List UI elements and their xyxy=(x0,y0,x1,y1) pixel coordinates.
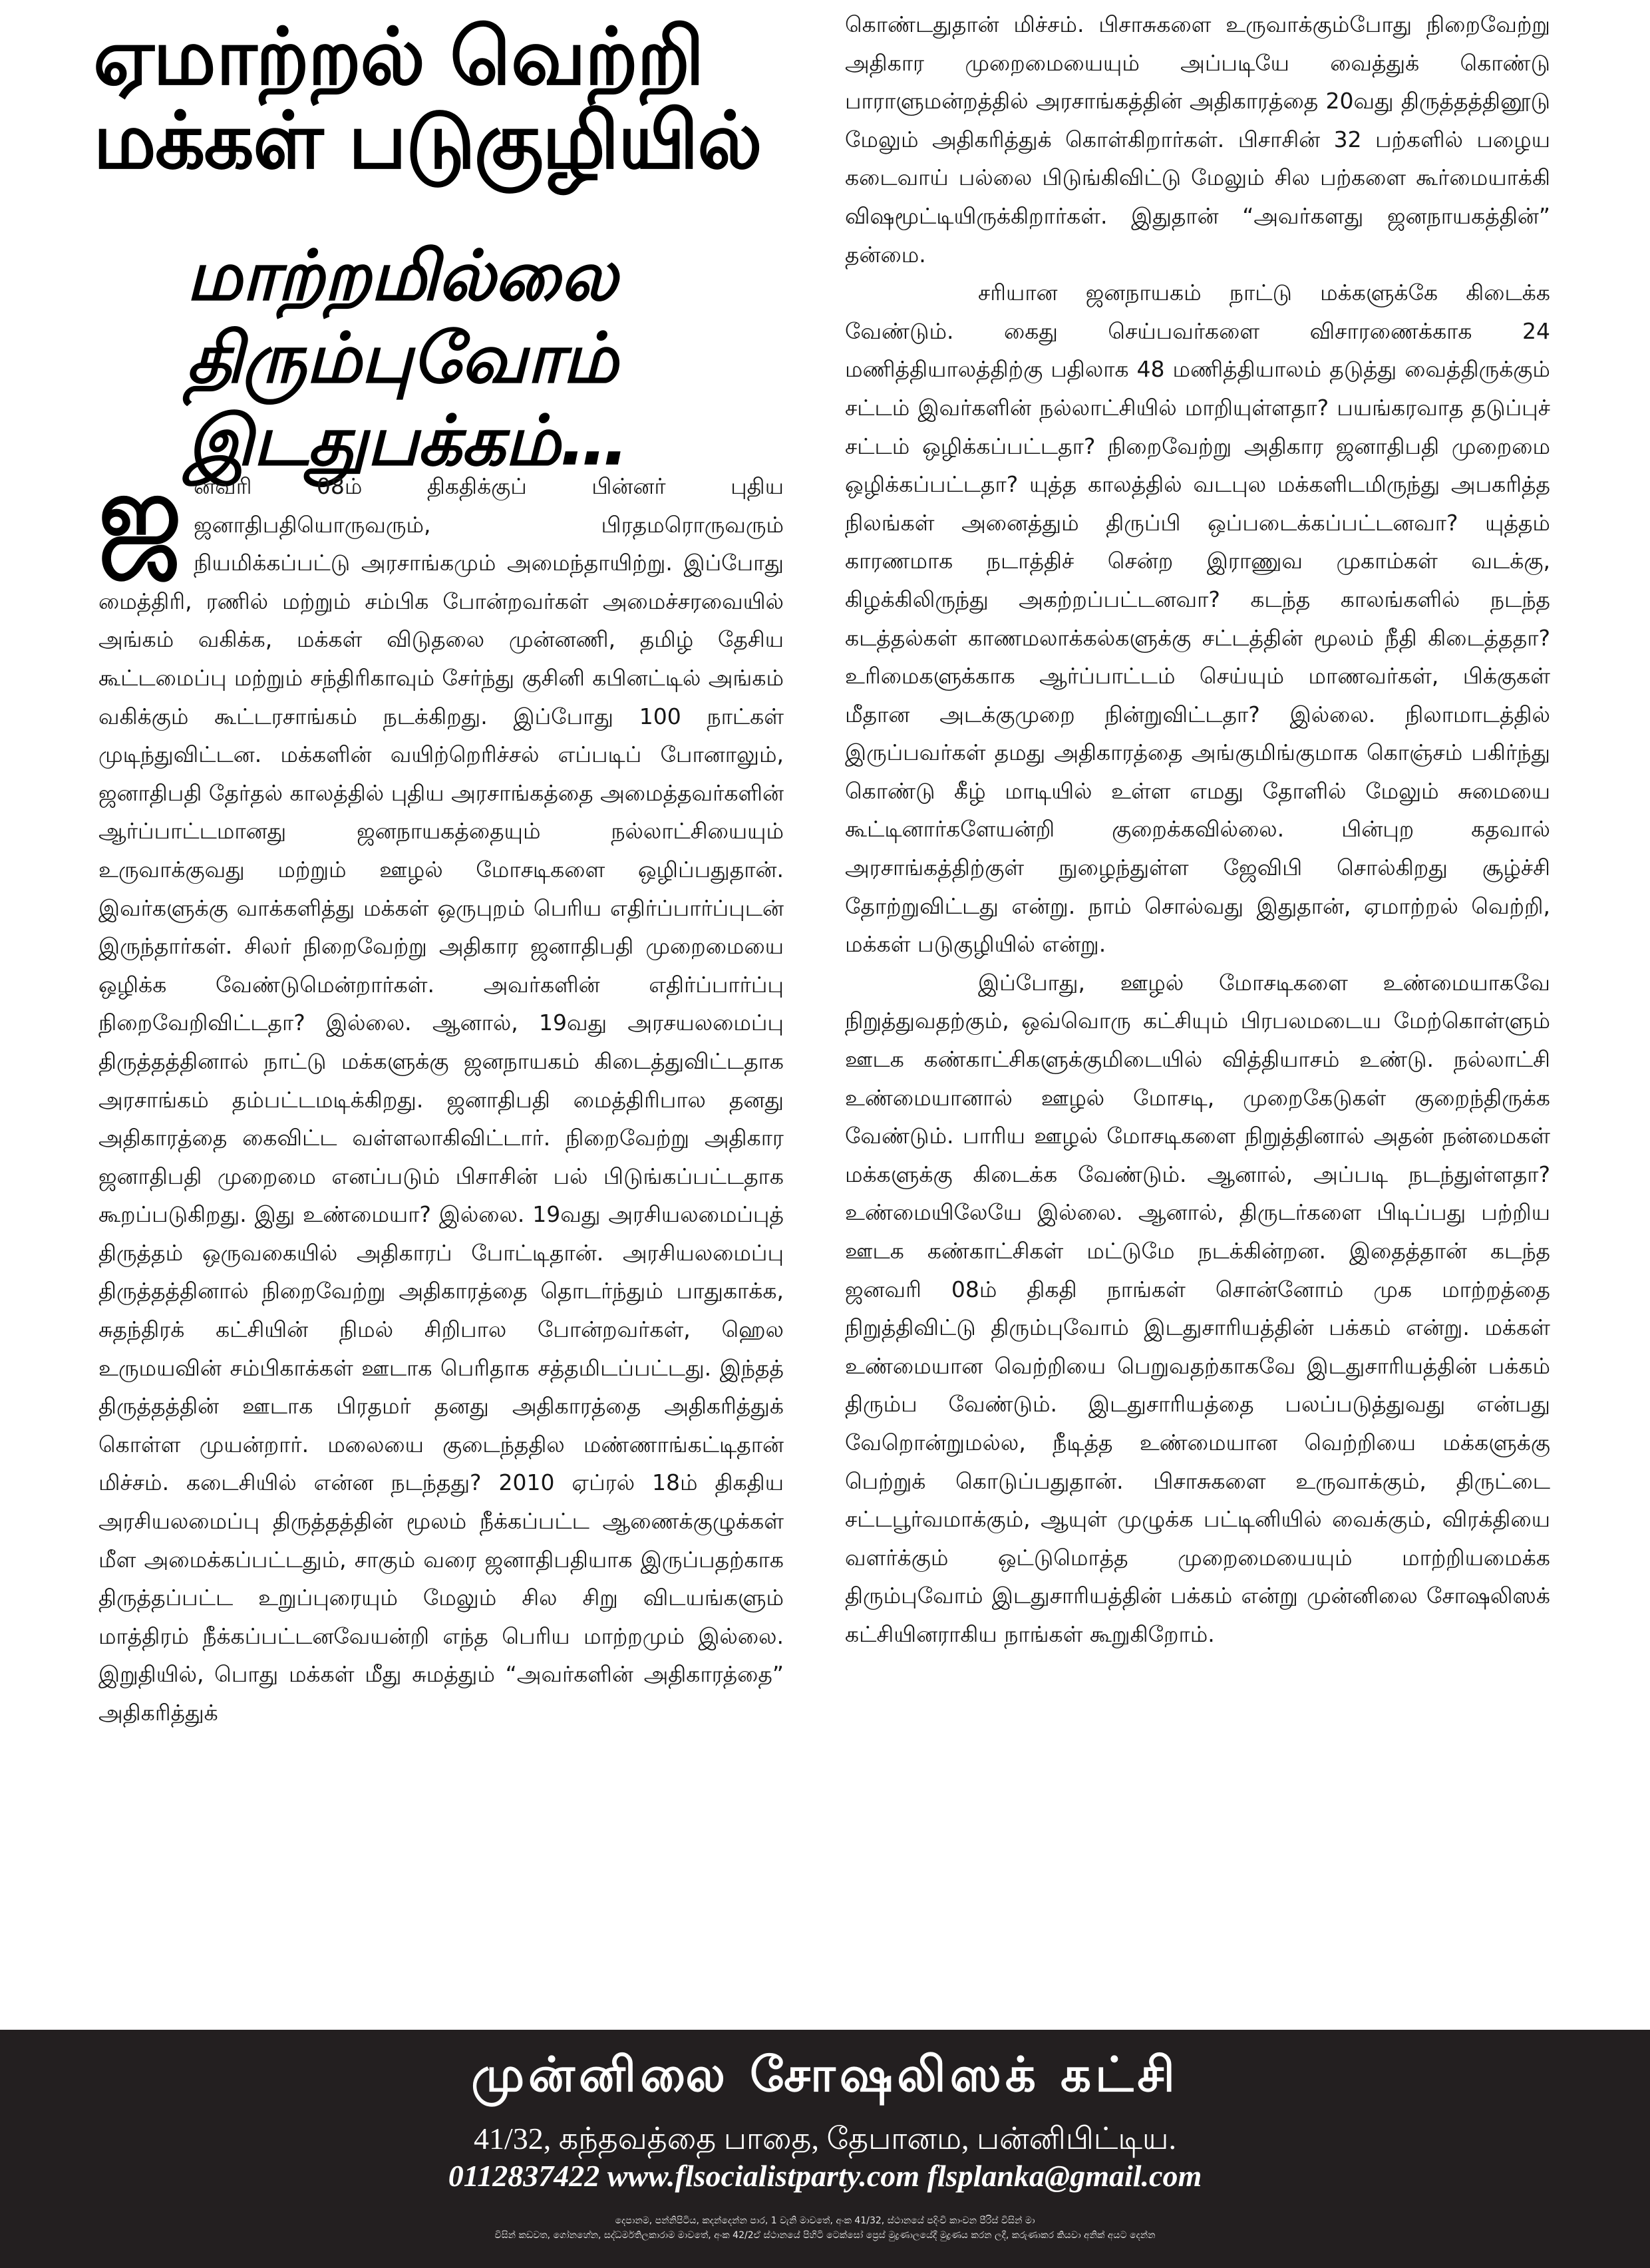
drop-cap: ஜ xyxy=(98,455,182,570)
headline-block xyxy=(93,11,812,481)
headline-line-2: மக்கள் படுகுழியில் xyxy=(93,94,761,186)
subheadline-line-3: இடதுபக்கம்… xyxy=(186,400,629,481)
headline-line-1: ஏமாற்றல் வெற்றி xyxy=(93,11,703,102)
subheadline xyxy=(186,234,798,482)
right-paragraph-2: சரியான ஜனநாயகம் நாட்டு மக்களுக்கே கிடைக்க வேண்டும். கைது செய்பவர்களை விசாரணைக்காக 24 மணித்தியாலத்திற்கு பதிலாக 48 மணித்தியாலம் தடுத்து வைத்திருக்கும் சட்டம் இவர்களின் நல்லாட்சியில் மாறியுள்ளதா? பயங்கரவாத தடுப்புச் சட்டம் ஒழிக்கப்பட்டதா? நிறைவேற்று அதிகார ஜனாதிபதி முறைமை ஒழிக்கப்பட்டதா? யுத்த காலத்தில் வடபுல மக்களிடமிருந்து அபகரித்த நிலங்கள் அனைத்தும் திருப்பி ஒப்படைக்கப்பட்டனவா? யுத்தம் காரணமாக நடாத்திச் சென்ற இராணுவ முகாம்கள் வடக்கு, கிழக்கிலிருந்து அகற்றப்பட்டனவா? கடந்த காலங்களில் நடந்த கடத்தல்கள் காணமலாக்கல்களுக்கு சட்டத்தின் மூலம் நீதி கிடைத்ததா? உரிமைகளுக்காக ஆர்ப்பாட்டம் செய்யும் மாணவர்கள், பிக்குகள் மீதான அடக்குமுறை நின்றுவிட்டதா? இல்லை. நிலாமாடத்தில் இருப்பவர்கள் தமது அதிகாரத்தை அங்குமிங்குமாக கொஞ்சம் பகிர்ந்து கொண்டு கீழ் மாடியில் உள்ள எமது தோளில் மேலும் சுமையை கூட்டினார்களேயன்றி குறைக்கவில்லை. பின்புற கதவால் அரசாங்கத்திற்குள் நுழைந்துள்ள ஜேவிபி சொல்கிறது சூழ்ச்சி தோற்றுவிட்டது என்று. நாம் சொல்வது இதுதான், ஏமாற்றல் வெற்றி, மக்கள் படுகுழியில் என்று. xyxy=(845,280,1550,958)
imprint-line-2: විසින් කඩවත, ගෝනහේන, සද්ධර්මතිලකාරාම මාවතේ, අංක 42/2ඒ ස්ථානයේ පිහිටි ටෙක්සෝ ප්‍රෙස් මුද්‍රණාලයේදී මුද්‍රණය කරන ලදී, කරුණාකර කියවා අනික් අයට දෙන්න xyxy=(494,2230,1156,2241)
imprint-line-1: දෙපානම, පන්නිපිටිය, කදන්දෙන්න පාර, 1 වැනි මාවතේ, අංක 41/32, ස්ථානයේ පදිංචි කාංචන පීරිස් විසින් මා xyxy=(615,2215,1035,2226)
party-name: முன்னிலை சோஷலிஸக் கட்சி xyxy=(471,2046,1179,2102)
subheadline-line-1: மாற்றமில்லை xyxy=(186,235,617,316)
subheadline-line-2: திரும்புவோம் xyxy=(186,317,618,399)
left-paragraph xyxy=(98,455,784,1732)
party-address: 41/32, கந்தவத்தை பாதை, தேபானம, பன்னிபிட்டிய. xyxy=(474,2122,1176,2156)
printer-imprint xyxy=(0,2213,1650,2243)
footer-band xyxy=(0,2030,1650,2268)
party-contact: 0112837422 www.flsocialistparty.com flsplanka@gmail.com xyxy=(448,2159,1202,2193)
right-paragraph-1: கொண்டதுதான் மிச்சம். பிசாசுகளை உருவாக்கும்போது நிறைவேற்று அதிகார முறைமையையும் அப்படியே வைத்துக் கொண்டு பாராளுமன்றத்தில் அரசாங்கத்தின் அதிகாரத்தை 20வது திருத்தத்தினூடு மேலும் அதிகரித்துக் கொள்கிறார்கள். பிசாசின் 32 பற்களில் பழைய கடைவாய் பல்லை பிடுங்கிவிட்டு மேலும் சில பற்களை கூர்மையாக்கி விஷமூட்டியிருக்கிறார்கள். இதுதான் “அவர்களது ஜனநாயகத்தின்” தன்மை. xyxy=(845,11,1550,268)
left-column xyxy=(98,455,784,1732)
left-paragraph-text: னவரி 08ம் திகதிக்குப் பின்னர் புதிய ஜனாதிபதியொருவரும், பிரதமரொருவரும் நியமிக்கப்பட்டு அரசாங்கமும் அமைந்தாயிற்று. இப்போது மைத்திரி, ரணில் மற்றும் சம்பிக போன்றவர்கள் அமைச்சரவையில் அங்கம் வகிக்க, மக்கள் விடுதலை முன்னணி, தமிழ் தேசிய கூட்டமைப்பு மற்றும் சந்திரிகாவும் சேர்ந்து குசினி கபினட்டில் அங்கம் வகிக்கும் கூட்டரசாங்கம் நடக்கிறது. இப்போது 100 நாட்கள் முடிந்துவிட்டன. மக்களின் வயிற்றெரிச்சல் எப்படிப் போனாலும், ஜனாதிபதி தேர்தல் காலத்தில் புதிய அரசாங்கத்தை அமைத்தவர்களின் ஆர்ப்பாட்டமானது ஜனநாயகத்தையும் நல்லாட்சியையும் உருவாக்குவது மற்றும் ஊழல் மோசடிகளை ஒழிப்பதுதான். இவர்களுக்கு வாக்களித்து மக்கள் ஒருபுறம் பெரிய எதிர்ப்பார்ப்புடன் இருந்தார்கள். சிலர் நிறைவேற்று அதிகார ஜனாதிபதி முறைமையை ஒழிக்க வேண்டுமென்றார்கள். அவர்களின் எதிர்ப்பார்ப்பு நிறைவேறிவிட்டதா? இல்லை. ஆனால், 19வது அரசயலமைப்பு திருத்தத்தினால் நாட்டு மக்களுக்கு ஜனநாயகம் கிடைத்துவிட்டதாக அரசாங்கம் தம்பட்டமடிக்கிறது. ஜனாதிபதி மைத்திரிபால தனது அதிகாரத்தை கைவிட்ட வள்ளலாகிவிட்டார். நிறைவேற்று அதிகார ஜனாதிபதி முறைமை எனப்படும் பிசாசின் பல் பிடுங்கப்பட்டதாக கூறப்படுகிறது. இது உண்மையா? இல்லை. 19வது அரசியலமைப்புத் திருத்தம் ஒருவகையில் அதிகாரப் போட்டிதான். அரசியலமைப்பு திருத்தத்தினால் நிறைவேற்று அதிகாரத்தை தொடர்ந்தும் பாதுகாக்க, சுதந்திரக் கட்சியின் நிமல் சிறிபால போன்றவர்கள், ஹெல உருமயவின் சம்பிகாக்கள் ஊடாக பெரிதாக சத்தமிடப்பட்டது. இந்தத் திருத்தத்தின் ஊடாக பிரதமர் தனது அதிகாரத்தை அதிகரித்துக் கொள்ள முயன்றார். மலையை குடைந்ததில மண்ணாங்கட்டிதான் மிச்சம். கடைசியில் என்ன நடந்தது? 2010 ஏப்ரல் 18ம் திகதிய அரசியலமைப்பு திருத்தத்தின் மூலம் நீக்கப்பட்ட ஆணைக்குழுக்கள் மீள அமைக்கப்பட்டதும், சாகும் வரை ஜனாதிபதியாக இருப்பதற்காக திருத்தப்பட்ட உறுப்புரையும் மேலும் சில சிறு விடயங்களும் மாத்திரம் நீக்கப்பட்டனவேயன்றி எந்த பெரிய மாற்றமும் இல்லை. இறுதியில், பொது மக்கள் மீது சுமத்தும் “அவர்களின் அதிகாரத்தை” அதிகரித்துக் xyxy=(98,473,784,1726)
right-paragraph-3: இப்போது, ஊழல் மோசடிகளை உண்மையாகவே நிறுத்துவதற்கும், ஒவ்வொரு கட்சியும் பிரபலமடைய மேற்கொள்ளும் ஊடக கண்காட்சிகளுக்குமிடையில் வித்தியாசம் உண்டு. நல்லாட்சி உண்மையானால் ஊழல் மோசடி, முறைகேடுகள் குறைந்திருக்க வேண்டும். பாரிய ஊழல் மோசடிகளை நிறுத்தினால் அதன் நன்மைகள் மக்களுக்கு கிடைக்க வேண்டும். ஆனால், அப்படி நடந்துள்ளதா? உண்மையிலேயே இல்லை. ஆனால், திருடர்களை பிடிப்பது பற்றிய ஊடக கண்காட்சிகள் மட்டுமே நடக்கின்றன. இதைத்தான் கடந்த ஜனவரி 08ம் திகதி நாங்கள் சொன்னோம் முக மாற்றத்தை நிறுத்திவிட்டு திரும்புவோம் இடதுசாரியத்தின் பக்கம் என்று. மக்கள் உண்மையான வெற்றியை பெறுவதற்காகவே இடதுசாரியத்தின் பக்கம் திரும்ப வேண்டும். இடதுசாரியத்தை பலப்படுத்துவது என்பது வேறொன்றுமல்ல, நீடித்த உண்மையான வெற்றியை மக்களுக்கு பெற்றுக் கொடுப்பதுதான். பிசாசுகளை உருவாக்கும், திருட்டை சட்டபூர்வமாக்கும், ஆயுள் முழுக்க பட்டினியில் வைக்கும், விரக்தியை வளர்க்கும் ஒட்டுமொத்த முறைமையையும் மாற்றியமைக்க திரும்புவோம் இடதுசாரியத்தின் பக்கம் என்று முன்னிலை சோஷலிஸக் கட்சியினராகிய நாங்கள் கூறுகிறோம். xyxy=(845,969,1550,1647)
right-column xyxy=(845,5,1550,1654)
